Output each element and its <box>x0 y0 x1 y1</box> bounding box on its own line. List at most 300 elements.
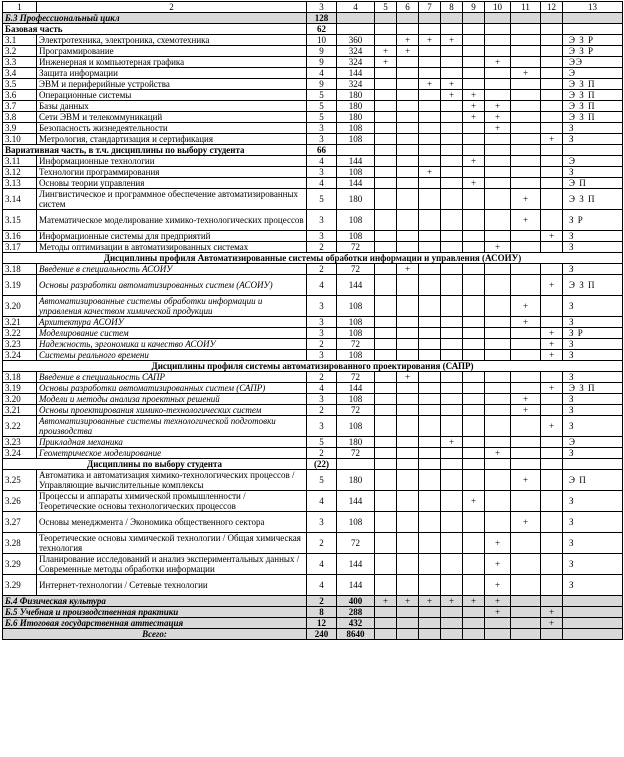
semester-mark <box>485 339 511 350</box>
table-row <box>3 90 623 101</box>
semester-mark <box>375 607 397 618</box>
semester-mark <box>397 405 419 416</box>
hours-cell: 180 <box>337 470 375 491</box>
semester-mark <box>375 629 397 640</box>
semester-mark <box>511 112 541 123</box>
semester-mark <box>441 512 463 533</box>
assessment-codes: Э З П <box>563 79 623 90</box>
semester-mark <box>441 448 463 459</box>
assessment-codes: З <box>563 512 623 533</box>
discipline-name: Теоретические основы химической технологии / Общая химическая технология <box>37 533 307 554</box>
assessment-codes: Э З П <box>563 90 623 101</box>
row-number: 3.22 <box>3 416 37 437</box>
semester-mark <box>485 317 511 328</box>
credits-cell: 2 <box>307 448 337 459</box>
semester-mark <box>375 210 397 231</box>
discipline-name: Прикладная механика <box>37 437 307 448</box>
semester-mark <box>511 35 541 46</box>
row-number: 3.25 <box>3 470 37 491</box>
table-row <box>3 317 623 328</box>
semester-mark <box>463 79 485 90</box>
semester-mark <box>441 533 463 554</box>
row-number: 3.15 <box>3 210 37 231</box>
header-cell: 10 <box>485 2 511 13</box>
semester-mark <box>541 533 563 554</box>
hours-cell <box>337 145 375 156</box>
discipline-name: Инженерная и компьютерная графика <box>37 57 307 68</box>
hours-cell: 72 <box>337 242 375 253</box>
semester-mark <box>397 317 419 328</box>
discipline-name: Модели и методы анализа проектных решений <box>37 394 307 405</box>
semester-mark <box>375 134 397 145</box>
semester-mark <box>511 339 541 350</box>
semester-mark <box>511 145 541 156</box>
row-number: 3.12 <box>3 167 37 178</box>
semester-mark <box>419 629 441 640</box>
semester-mark <box>541 629 563 640</box>
credits-cell: 9 <box>307 79 337 90</box>
semester-mark <box>485 416 511 437</box>
semester-mark <box>441 101 463 112</box>
hours-cell: 72 <box>337 448 375 459</box>
semester-mark <box>541 112 563 123</box>
assessment-codes: З <box>563 491 623 512</box>
assessment-codes: Э З Р <box>563 35 623 46</box>
semester-mark <box>511 123 541 134</box>
semester-mark <box>541 189 563 210</box>
table-row <box>3 79 623 90</box>
semester-mark <box>397 101 419 112</box>
semester-mark <box>485 512 511 533</box>
semester-mark <box>375 112 397 123</box>
discipline-name: ЭВМ и периферийные устройства <box>37 79 307 90</box>
row-number: 3.19 <box>3 383 37 394</box>
semester-mark <box>441 459 463 470</box>
semester-mark <box>485 470 511 491</box>
semester-mark <box>541 90 563 101</box>
assessment-codes <box>563 618 623 629</box>
section-header: Дисциплины профиля системы автоматизированного проектирования (САПР) <box>3 361 623 372</box>
semester-mark <box>419 618 441 629</box>
header-cell: 1 <box>3 2 37 13</box>
assessment-codes <box>563 596 623 607</box>
semester-mark: + <box>541 607 563 618</box>
semester-mark <box>375 459 397 470</box>
table-row <box>3 275 623 296</box>
semester-mark <box>375 533 397 554</box>
semester-mark <box>485 629 511 640</box>
semester-mark <box>375 554 397 575</box>
hours-cell: 360 <box>337 35 375 46</box>
semester-mark <box>511 46 541 57</box>
hours-cell <box>337 459 375 470</box>
semester-mark <box>511 437 541 448</box>
hours-cell: 144 <box>337 156 375 167</box>
discipline-name: Математическое моделирование химико-технологических процессов <box>37 210 307 231</box>
semester-mark <box>485 394 511 405</box>
row-number: 3.4 <box>3 68 37 79</box>
semester-mark <box>375 275 397 296</box>
semester-mark <box>397 339 419 350</box>
semester-mark <box>419 448 441 459</box>
semester-mark <box>441 57 463 68</box>
semester-mark <box>397 112 419 123</box>
semester-mark <box>375 178 397 189</box>
semester-mark <box>419 296 441 317</box>
discipline-name: Защита информации <box>37 68 307 79</box>
semester-mark <box>463 189 485 210</box>
discipline-name: Системы реального времени <box>37 350 307 361</box>
semester-mark: + <box>541 339 563 350</box>
semester-mark <box>463 13 485 24</box>
table-row <box>3 629 623 640</box>
row-title: Б.5 Учебная и производственная практики <box>3 607 307 618</box>
semester-mark <box>441 264 463 275</box>
semester-mark <box>485 167 511 178</box>
assessment-codes: З <box>563 296 623 317</box>
discipline-name: Автоматизированные системы технологической подготовки производства <box>37 416 307 437</box>
discipline-name: Планирование исследований и анализ экспериментальных данных / Современные методы обработки информации <box>37 554 307 575</box>
row-number: 3.23 <box>3 339 37 350</box>
semester-mark <box>375 405 397 416</box>
table-row <box>3 448 623 459</box>
semester-mark <box>397 512 419 533</box>
semester-mark: + <box>485 448 511 459</box>
semester-mark <box>419 112 441 123</box>
credits-cell: 3 <box>307 394 337 405</box>
semester-mark <box>419 231 441 242</box>
semester-mark <box>541 264 563 275</box>
semester-mark <box>375 512 397 533</box>
semester-mark <box>375 437 397 448</box>
row-title: Б.4 Физическая культура <box>3 596 307 607</box>
semester-mark <box>419 437 441 448</box>
semester-mark <box>541 46 563 57</box>
semester-mark: + <box>397 35 419 46</box>
table-row <box>3 437 623 448</box>
semester-mark <box>419 317 441 328</box>
credits-cell: 66 <box>307 145 337 156</box>
credits-cell: 3 <box>307 317 337 328</box>
semester-mark <box>397 68 419 79</box>
semester-mark <box>375 317 397 328</box>
assessment-codes: З <box>563 350 623 361</box>
semester-mark <box>441 167 463 178</box>
semester-mark <box>419 210 441 231</box>
credits-cell: 4 <box>307 575 337 596</box>
semester-mark <box>375 470 397 491</box>
credits-cell: 3 <box>307 123 337 134</box>
semester-mark <box>375 448 397 459</box>
discipline-name: Процессы и аппараты химической промышленности / Теоретические основы технологических процессов <box>37 491 307 512</box>
credits-cell: 240 <box>307 629 337 640</box>
semester-mark <box>541 512 563 533</box>
semester-mark <box>485 350 511 361</box>
row-number: 3.27 <box>3 512 37 533</box>
row-number: 3.2 <box>3 46 37 57</box>
semester-mark <box>375 372 397 383</box>
row-number: 3.10 <box>3 134 37 145</box>
credits-cell: 3 <box>307 350 337 361</box>
hours-cell: 288 <box>337 607 375 618</box>
assessment-codes: З <box>563 372 623 383</box>
semester-mark <box>511 618 541 629</box>
semester-mark <box>541 210 563 231</box>
credits-cell: 12 <box>307 618 337 629</box>
semester-mark <box>397 231 419 242</box>
hours-cell: 180 <box>337 437 375 448</box>
discipline-name: Информационные технологии <box>37 156 307 167</box>
semester-mark <box>397 296 419 317</box>
semester-mark: + <box>541 383 563 394</box>
semester-mark: + <box>541 134 563 145</box>
semester-mark: + <box>511 512 541 533</box>
semester-mark <box>463 383 485 394</box>
semester-mark <box>511 264 541 275</box>
semester-mark: + <box>375 46 397 57</box>
row-title: Дисциплины по выбору студента <box>3 459 307 470</box>
semester-mark <box>485 491 511 512</box>
row-number: 3.20 <box>3 394 37 405</box>
row-number: 3.24 <box>3 448 37 459</box>
semester-mark <box>463 405 485 416</box>
header-cell: 13 <box>563 2 623 13</box>
table-row <box>3 101 623 112</box>
semester-mark <box>375 350 397 361</box>
assessment-codes: Э З Р <box>563 46 623 57</box>
table-row <box>3 533 623 554</box>
credits-cell: 4 <box>307 68 337 79</box>
semester-mark <box>397 350 419 361</box>
semester-mark <box>541 317 563 328</box>
table-row <box>3 328 623 339</box>
semester-mark <box>463 328 485 339</box>
semester-mark: + <box>397 46 419 57</box>
semester-mark <box>541 167 563 178</box>
semester-mark <box>397 167 419 178</box>
assessment-codes <box>563 13 623 24</box>
semester-mark <box>419 145 441 156</box>
assessment-codes: З <box>563 167 623 178</box>
table-row <box>3 210 623 231</box>
hours-cell: 72 <box>337 533 375 554</box>
credits-cell: 8 <box>307 607 337 618</box>
hours-cell: 108 <box>337 394 375 405</box>
hours-cell: 144 <box>337 554 375 575</box>
semester-mark <box>375 231 397 242</box>
semester-mark: + <box>485 123 511 134</box>
semester-mark <box>375 296 397 317</box>
header-cell: 4 <box>337 2 375 13</box>
semester-mark: + <box>375 596 397 607</box>
credits-cell: 4 <box>307 554 337 575</box>
assessment-codes: З <box>563 317 623 328</box>
semester-mark <box>463 618 485 629</box>
semester-mark <box>419 350 441 361</box>
semester-mark <box>419 242 441 253</box>
assessment-codes: З <box>563 123 623 134</box>
semester-mark <box>541 35 563 46</box>
semester-mark <box>441 145 463 156</box>
semester-mark <box>463 68 485 79</box>
hours-cell: 108 <box>337 210 375 231</box>
hours-cell: 72 <box>337 264 375 275</box>
semester-mark: + <box>441 596 463 607</box>
hours-cell: 324 <box>337 79 375 90</box>
assessment-codes: ЭЭ <box>563 57 623 68</box>
row-number: 3.7 <box>3 101 37 112</box>
credits-cell: 5 <box>307 101 337 112</box>
table-row <box>3 491 623 512</box>
table-row <box>3 596 623 607</box>
semester-mark <box>397 416 419 437</box>
credits-cell: 5 <box>307 112 337 123</box>
discipline-name: Безопасность жизнедеятельности <box>37 123 307 134</box>
semester-mark <box>511 383 541 394</box>
row-number: 3.29 <box>3 575 37 596</box>
hours-cell: 108 <box>337 296 375 317</box>
semester-mark <box>511 328 541 339</box>
semester-mark <box>485 13 511 24</box>
semester-mark: + <box>485 57 511 68</box>
credits-cell: 5 <box>307 470 337 491</box>
assessment-codes: З <box>563 339 623 350</box>
semester-mark <box>441 328 463 339</box>
assessment-codes <box>563 459 623 470</box>
semester-mark <box>485 24 511 35</box>
semester-mark <box>541 145 563 156</box>
semester-mark: + <box>441 437 463 448</box>
discipline-name: Сети ЭВМ и телекоммуникаций <box>37 112 307 123</box>
row-number: 3.23 <box>3 437 37 448</box>
semester-mark <box>511 178 541 189</box>
semester-mark <box>397 134 419 145</box>
credits-cell: 3 <box>307 512 337 533</box>
semester-mark <box>419 13 441 24</box>
semester-mark <box>485 210 511 231</box>
header-cell: 9 <box>463 2 485 13</box>
assessment-codes: З <box>563 448 623 459</box>
semester-mark <box>397 24 419 35</box>
semester-mark <box>397 90 419 101</box>
semester-mark <box>463 24 485 35</box>
table-row <box>3 575 623 596</box>
semester-mark: + <box>511 68 541 79</box>
credits-cell: (22) <box>307 459 337 470</box>
semester-mark <box>375 394 397 405</box>
assessment-codes: З <box>563 264 623 275</box>
row-number: 3.11 <box>3 156 37 167</box>
semester-mark <box>463 46 485 57</box>
hours-cell: 108 <box>337 512 375 533</box>
table-row <box>3 296 623 317</box>
discipline-name: Надежность, эргономика и качество АСОИУ <box>37 339 307 350</box>
header-cell: 12 <box>541 2 563 13</box>
row-number: 3.21 <box>3 405 37 416</box>
semester-mark <box>463 350 485 361</box>
semester-mark <box>441 242 463 253</box>
semester-mark <box>397 554 419 575</box>
credits-cell: 4 <box>307 156 337 167</box>
semester-mark: + <box>375 57 397 68</box>
hours-cell: 108 <box>337 134 375 145</box>
hours-cell: 108 <box>337 123 375 134</box>
credits-cell: 3 <box>307 210 337 231</box>
semester-mark <box>511 459 541 470</box>
credits-cell: 3 <box>307 296 337 317</box>
semester-mark: + <box>397 372 419 383</box>
semester-mark: + <box>541 328 563 339</box>
table-row <box>3 459 623 470</box>
credits-cell: 2 <box>307 533 337 554</box>
hours-cell <box>337 24 375 35</box>
table-row <box>3 339 623 350</box>
semester-mark <box>397 242 419 253</box>
semester-mark: + <box>511 317 541 328</box>
discipline-name: Моделирование систем <box>37 328 307 339</box>
semester-mark <box>485 328 511 339</box>
semester-mark <box>419 339 441 350</box>
hours-cell: 72 <box>337 339 375 350</box>
discipline-name: Лингвистическое и программное обеспечение автоматизированных систем <box>37 189 307 210</box>
semester-mark <box>463 210 485 231</box>
hours-cell: 144 <box>337 383 375 394</box>
table-row <box>3 554 623 575</box>
row-number: 3.19 <box>3 275 37 296</box>
semester-mark <box>485 372 511 383</box>
table-row <box>3 372 623 383</box>
hours-cell: 180 <box>337 101 375 112</box>
semester-mark <box>441 317 463 328</box>
table-row <box>3 242 623 253</box>
semester-mark <box>375 264 397 275</box>
semester-mark <box>375 242 397 253</box>
assessment-codes: З <box>563 575 623 596</box>
credits-cell: 2 <box>307 264 337 275</box>
semester-mark <box>419 178 441 189</box>
semester-mark <box>419 470 441 491</box>
credits-cell: 2 <box>307 242 337 253</box>
semester-mark <box>511 372 541 383</box>
semester-mark <box>463 317 485 328</box>
table-row <box>3 189 623 210</box>
table-row <box>3 231 623 242</box>
semester-mark <box>463 459 485 470</box>
table-row <box>3 112 623 123</box>
semester-mark <box>441 618 463 629</box>
semester-mark <box>441 210 463 231</box>
semester-mark <box>397 13 419 24</box>
semester-mark <box>419 575 441 596</box>
semester-mark <box>397 437 419 448</box>
semester-mark <box>397 629 419 640</box>
assessment-codes: З Р <box>563 210 623 231</box>
semester-mark <box>463 57 485 68</box>
semester-mark: + <box>511 189 541 210</box>
hours-cell: 324 <box>337 57 375 68</box>
credits-cell: 5 <box>307 90 337 101</box>
credits-cell: 128 <box>307 13 337 24</box>
semester-mark <box>541 24 563 35</box>
hours-cell: 72 <box>337 405 375 416</box>
hours-cell: 180 <box>337 112 375 123</box>
semester-mark <box>375 101 397 112</box>
semester-mark <box>375 575 397 596</box>
credits-cell: 62 <box>307 24 337 35</box>
semester-mark <box>463 448 485 459</box>
semester-mark <box>485 231 511 242</box>
semester-mark: + <box>541 275 563 296</box>
